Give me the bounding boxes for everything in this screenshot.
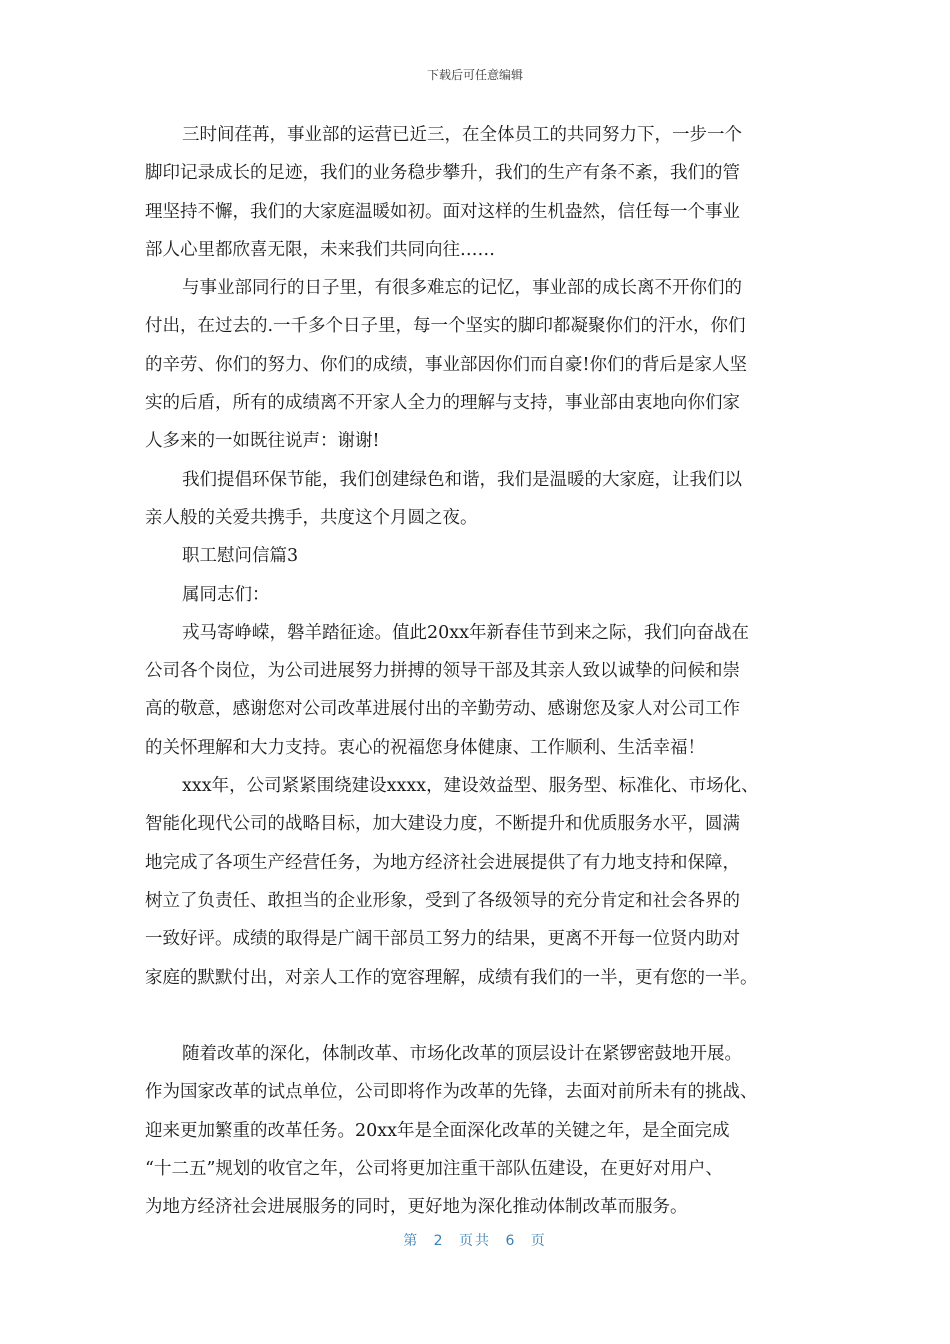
document-body bbox=[145, 116, 810, 1227]
text-line: 为地方经济社会进展服务的同时，更好地为深化推动体制改革而服务。 bbox=[145, 1197, 688, 1218]
text-line: 一致好评。成绩的取得是广阔干部员工努力的结果，更离不开每一位贤内助对 bbox=[145, 929, 740, 950]
text-line: 付出，在过去的.一千多个日子里，每一个坚实的脚印都凝聚你们的汗水，你们 bbox=[145, 316, 746, 337]
text-line: 三时间荏苒，事业部的运营已近三，在全体员工的共同努力下，一步一个 bbox=[182, 125, 742, 145]
text-line: 智能化现代公司的战略目标，加大建设力度，不断提升和优质服务水平，圆满 bbox=[145, 814, 740, 835]
text-line: 脚印记录成长的足迹，我们的业务稳步攀升，我们的生产有条不紊，我们的管 bbox=[145, 163, 740, 184]
text-line: 的关怀理解和大力支持。衷心的祝福您身体健康、工作顺利、生活幸福！ bbox=[145, 737, 705, 758]
text-line: “十二五”规划的收官之年，公司将更加注重干部队伍建设，在更好对用户、 bbox=[145, 1159, 723, 1180]
text-line: 作为国家改革的试点单位，公司即将作为改革的先锋，去面对前所未有的挑战、 bbox=[145, 1082, 758, 1103]
text-line: 随着改革的深化，体制改革、市场化改革的顶层设计在紧锣密鼓地开展。 bbox=[182, 1044, 742, 1065]
text-line: 与事业部同行的日子里，有很多难忘的记忆，事业部的成长离不开你们的 bbox=[182, 278, 742, 299]
text-line: 迎来更加繁重的改革任务。20xx年是全面深化改革的关键之年，是全面完成 bbox=[145, 1120, 730, 1141]
text-line: 亲人般的关爱共携手，共度这个月圆之夜。 bbox=[145, 507, 478, 528]
text-line: xxx年，公司紧紧围绕建设xxxx，建设效益型、服务型、标准化、市场化、 bbox=[182, 776, 759, 797]
text-line: 属同志们： bbox=[182, 584, 270, 605]
text-line: 戎马寄峥嵘，磐羊踏征途。值此20xx年新春佳节到来之际，我们向奋战在 bbox=[182, 622, 750, 643]
text-line: 的辛劳、你们的努力、你们的成绩，事业部因你们而自豪!你们的背后是家人坚 bbox=[145, 354, 748, 375]
text-line: 部人心里都欣喜无限，未来我们共同向往…… bbox=[145, 239, 495, 260]
page-header: 下载后可任意编辑 bbox=[426, 68, 523, 82]
page-footer: 第 2 页共 6 页 bbox=[403, 1233, 547, 1249]
text-line: 人多来的一如既往说声：谢谢! bbox=[145, 431, 380, 452]
text-line: 公司各个岗位，为公司进展努力拼搏的领导干部及其亲人致以诚挚的问候和崇 bbox=[145, 661, 740, 682]
text-line: 地完成了各项生产经营任务，为地方经济社会进展提供了有力地支持和保障， bbox=[145, 852, 740, 873]
text-line: 我们提倡环保节能，我们创建绿色和谐，我们是温暖的大家庭，让我们以 bbox=[182, 469, 742, 490]
text-line: 树立了负责任、敢担当的企业形象，受到了各级领导的充分肯定和社会各界的 bbox=[145, 890, 740, 911]
text-line: 高的敬意，感谢您对公司改革进展付出的辛勤劳动、感谢您及家人对公司工作 bbox=[145, 699, 740, 720]
text-line: 理坚持不懈，我们的大家庭温暖如初。面对这样的生机盎然，信任每一个事业 bbox=[145, 201, 740, 222]
text-line: 实的后盾，所有的成绩离不开家人全力的理解与支持，事业部由衷地向你们家 bbox=[145, 393, 740, 414]
text-line: 家庭的默默付出，对亲人工作的宽容理解，成绩有我们的一半，更有您的一半。 bbox=[145, 967, 758, 988]
text-line: 职工慰问信篇3 bbox=[182, 546, 299, 567]
blank-line bbox=[145, 997, 810, 1035]
